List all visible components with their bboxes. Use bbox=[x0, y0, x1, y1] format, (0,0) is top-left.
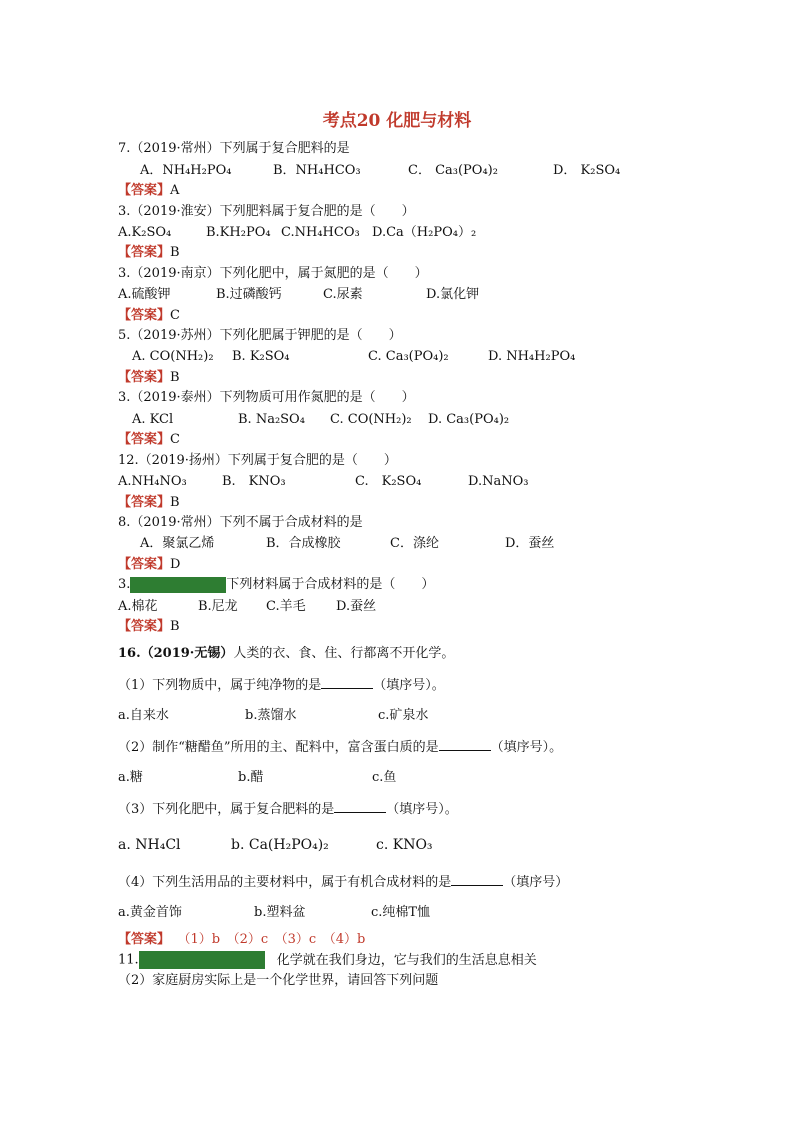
option-c: c.鱼 bbox=[372, 770, 397, 785]
sub-question-tail: （填序号）。 bbox=[490, 740, 563, 755]
option-c: C． Ca₃(PO₄)₂ bbox=[408, 163, 498, 178]
redacted-source-block bbox=[139, 951, 265, 969]
option-a: A. KCl bbox=[132, 412, 174, 427]
answer-label: 【答案】 bbox=[118, 183, 171, 198]
answer-label: 【答案】 bbox=[118, 432, 171, 447]
option-d: D.氯化钾 bbox=[426, 287, 480, 302]
question-stem: 3.（2019·南京）下列化肥中，属于氮肥的是（ ） bbox=[118, 266, 428, 281]
option-c: C．涤纶 bbox=[390, 536, 439, 551]
page-title: 考点20 化肥与材料 bbox=[322, 111, 472, 131]
question-stem: 8.（2019·常州）下列不属于合成材料的是 bbox=[118, 515, 363, 530]
question-number: 11. bbox=[118, 952, 139, 968]
sub-question-text: （1）下列物质中，属于纯净物的是 bbox=[118, 678, 322, 693]
answer-value: B bbox=[170, 245, 180, 260]
answer-line bbox=[118, 431, 180, 449]
option-c: C. Ca₃(PO₄)₂ bbox=[368, 349, 449, 364]
option-c: C.NH₄HCO₃ bbox=[281, 225, 360, 240]
question-stem: 下列材料属于合成材料的是（ ） bbox=[226, 577, 435, 592]
answer-value: （1）b （2）c （3）c （4）b bbox=[184, 932, 366, 947]
option-b: b.醋 bbox=[238, 770, 264, 785]
sub-question-tail: （填序号）。 bbox=[386, 802, 458, 817]
answer-label: 【答案】 bbox=[118, 495, 171, 510]
option-b: B. Na₂SO₄ bbox=[238, 412, 305, 427]
answer-line bbox=[118, 618, 180, 636]
question-stem-line bbox=[118, 576, 434, 594]
question-stem-line bbox=[118, 645, 454, 663]
option-c: c.矿泉水 bbox=[378, 708, 429, 723]
answer-line bbox=[118, 494, 180, 512]
option-b: B. KNO₃ bbox=[222, 474, 286, 489]
sub-question-text: （4）下列生活用品的主要材料中，属于有机合成材料的是 bbox=[118, 875, 452, 890]
option-a: A.NH₄NO₃ bbox=[118, 474, 187, 489]
option-a: a.自来水 bbox=[118, 708, 169, 723]
option-b: b.蒸馏水 bbox=[245, 708, 297, 723]
option-c: c. KNO₃ bbox=[376, 837, 433, 853]
question-source: 16.（2019·无锡） bbox=[118, 646, 234, 661]
answer-label: 【答案】 bbox=[118, 370, 171, 385]
option-a: a.糖 bbox=[118, 770, 143, 785]
option-c: C. CO(NH₂)₂ bbox=[330, 412, 412, 427]
question-stem: 3.（2019·淮安）下列肥料属于复合肥的是（ ） bbox=[118, 204, 415, 219]
sub-question-4 bbox=[118, 873, 568, 892]
option-a: A.K₂SO₄ bbox=[118, 225, 172, 240]
answer-value: D bbox=[170, 557, 181, 572]
answer-label: 【答案】 bbox=[118, 557, 171, 572]
option-b: B.过磷酸钙 bbox=[216, 287, 282, 302]
answer-line bbox=[118, 307, 180, 325]
option-d: D.Ca（H₂PO₄）₂ bbox=[372, 225, 477, 240]
option-b: B. K₂SO₄ bbox=[232, 349, 290, 364]
question-stem: 化学就在我们身边，它与我们的生活息息相关 bbox=[276, 952, 537, 968]
option-a: A.棉花 bbox=[118, 599, 158, 614]
answer-line bbox=[118, 931, 365, 949]
question-stem: 7.（2019·常州）下列属于复合肥料的是 bbox=[118, 141, 350, 156]
option-a: a.黄金首饰 bbox=[118, 905, 182, 920]
option-c: C.羊毛 bbox=[266, 599, 306, 614]
option-b: B.尼龙 bbox=[198, 599, 238, 614]
answer-blank bbox=[439, 738, 491, 751]
option-d: D. NH₄H₂PO₄ bbox=[488, 349, 576, 364]
answer-label: 【答案】 bbox=[118, 619, 171, 634]
answer-blank bbox=[451, 873, 503, 886]
answer-value: C bbox=[170, 308, 180, 323]
question-stem: 5.（2019·苏州）下列化肥属于钾肥的是（ ） bbox=[118, 328, 402, 343]
option-a: A．NH₄H₂PO₄ bbox=[140, 163, 232, 178]
answer-blank bbox=[334, 800, 386, 813]
sub-question: （2）家庭厨房实际上是一个化学世界，请回答下列问题 bbox=[118, 973, 439, 988]
option-d: D.NaNO₃ bbox=[468, 474, 529, 489]
answer-value: B bbox=[170, 370, 180, 385]
answer-line bbox=[118, 556, 180, 574]
question-stem: 12.（2019·扬州）下列属于复合肥的是（ ） bbox=[118, 453, 397, 468]
question-stem-line bbox=[118, 951, 537, 970]
sub-question-text: （3）下列化肥中，属于复合肥料的是 bbox=[118, 802, 335, 817]
answer-label: 【答案】 bbox=[118, 308, 171, 323]
option-b: B.KH₂PO₄ bbox=[206, 225, 271, 240]
option-a: A. CO(NH₂)₂ bbox=[132, 349, 214, 364]
option-c: C.尿素 bbox=[323, 287, 363, 302]
answer-line bbox=[118, 369, 180, 387]
question-stem: 3.（2019·泰州）下列物质可用作氮肥的是（ ） bbox=[118, 390, 415, 405]
option-b: B．NH₄HCO₃ bbox=[273, 163, 361, 178]
answer-line bbox=[118, 182, 179, 200]
answer-label: 【答案】 bbox=[118, 245, 171, 260]
option-a: A．聚氯乙烯 bbox=[140, 536, 215, 551]
sub-question-3 bbox=[118, 800, 458, 819]
option-d: D.蚕丝 bbox=[336, 599, 377, 614]
answer-value: B bbox=[170, 619, 180, 634]
option-b: b. Ca(H₂PO₄)₂ bbox=[231, 837, 329, 853]
option-a: A.硫酸钾 bbox=[118, 287, 171, 302]
option-b: b.塑料盆 bbox=[254, 905, 306, 920]
answer-value: B bbox=[170, 495, 180, 510]
option-c: c.纯棉T恤 bbox=[371, 905, 431, 920]
option-d: D． K₂SO₄ bbox=[553, 163, 621, 178]
answer-blank bbox=[321, 676, 373, 689]
answer-value: A bbox=[170, 183, 180, 198]
question-number: 3. bbox=[118, 577, 131, 592]
answer-value: C bbox=[170, 432, 180, 447]
option-d: D．蚕丝 bbox=[505, 536, 555, 551]
option-c: C. K₂SO₄ bbox=[355, 474, 422, 489]
sub-question-tail: （填序号）。 bbox=[373, 678, 445, 693]
sub-question-1 bbox=[118, 676, 445, 695]
option-b: B．合成橡胶 bbox=[266, 536, 341, 551]
answer-line bbox=[118, 244, 180, 262]
option-a: a. NH₄Cl bbox=[118, 837, 181, 853]
question-stem: 人类的衣、食、住、行都离不开化学。 bbox=[233, 646, 455, 661]
sub-question-tail: （填序号） bbox=[503, 875, 569, 890]
redacted-source-block bbox=[130, 577, 226, 593]
answer-label: 【答案】 bbox=[118, 932, 171, 947]
option-d: D. Ca₃(PO₄)₂ bbox=[428, 412, 510, 427]
sub-question-2 bbox=[118, 738, 562, 757]
sub-question-text: （2）制作“糖醋鱼”所用的主、配料中，富含蛋白质的是 bbox=[118, 740, 439, 755]
